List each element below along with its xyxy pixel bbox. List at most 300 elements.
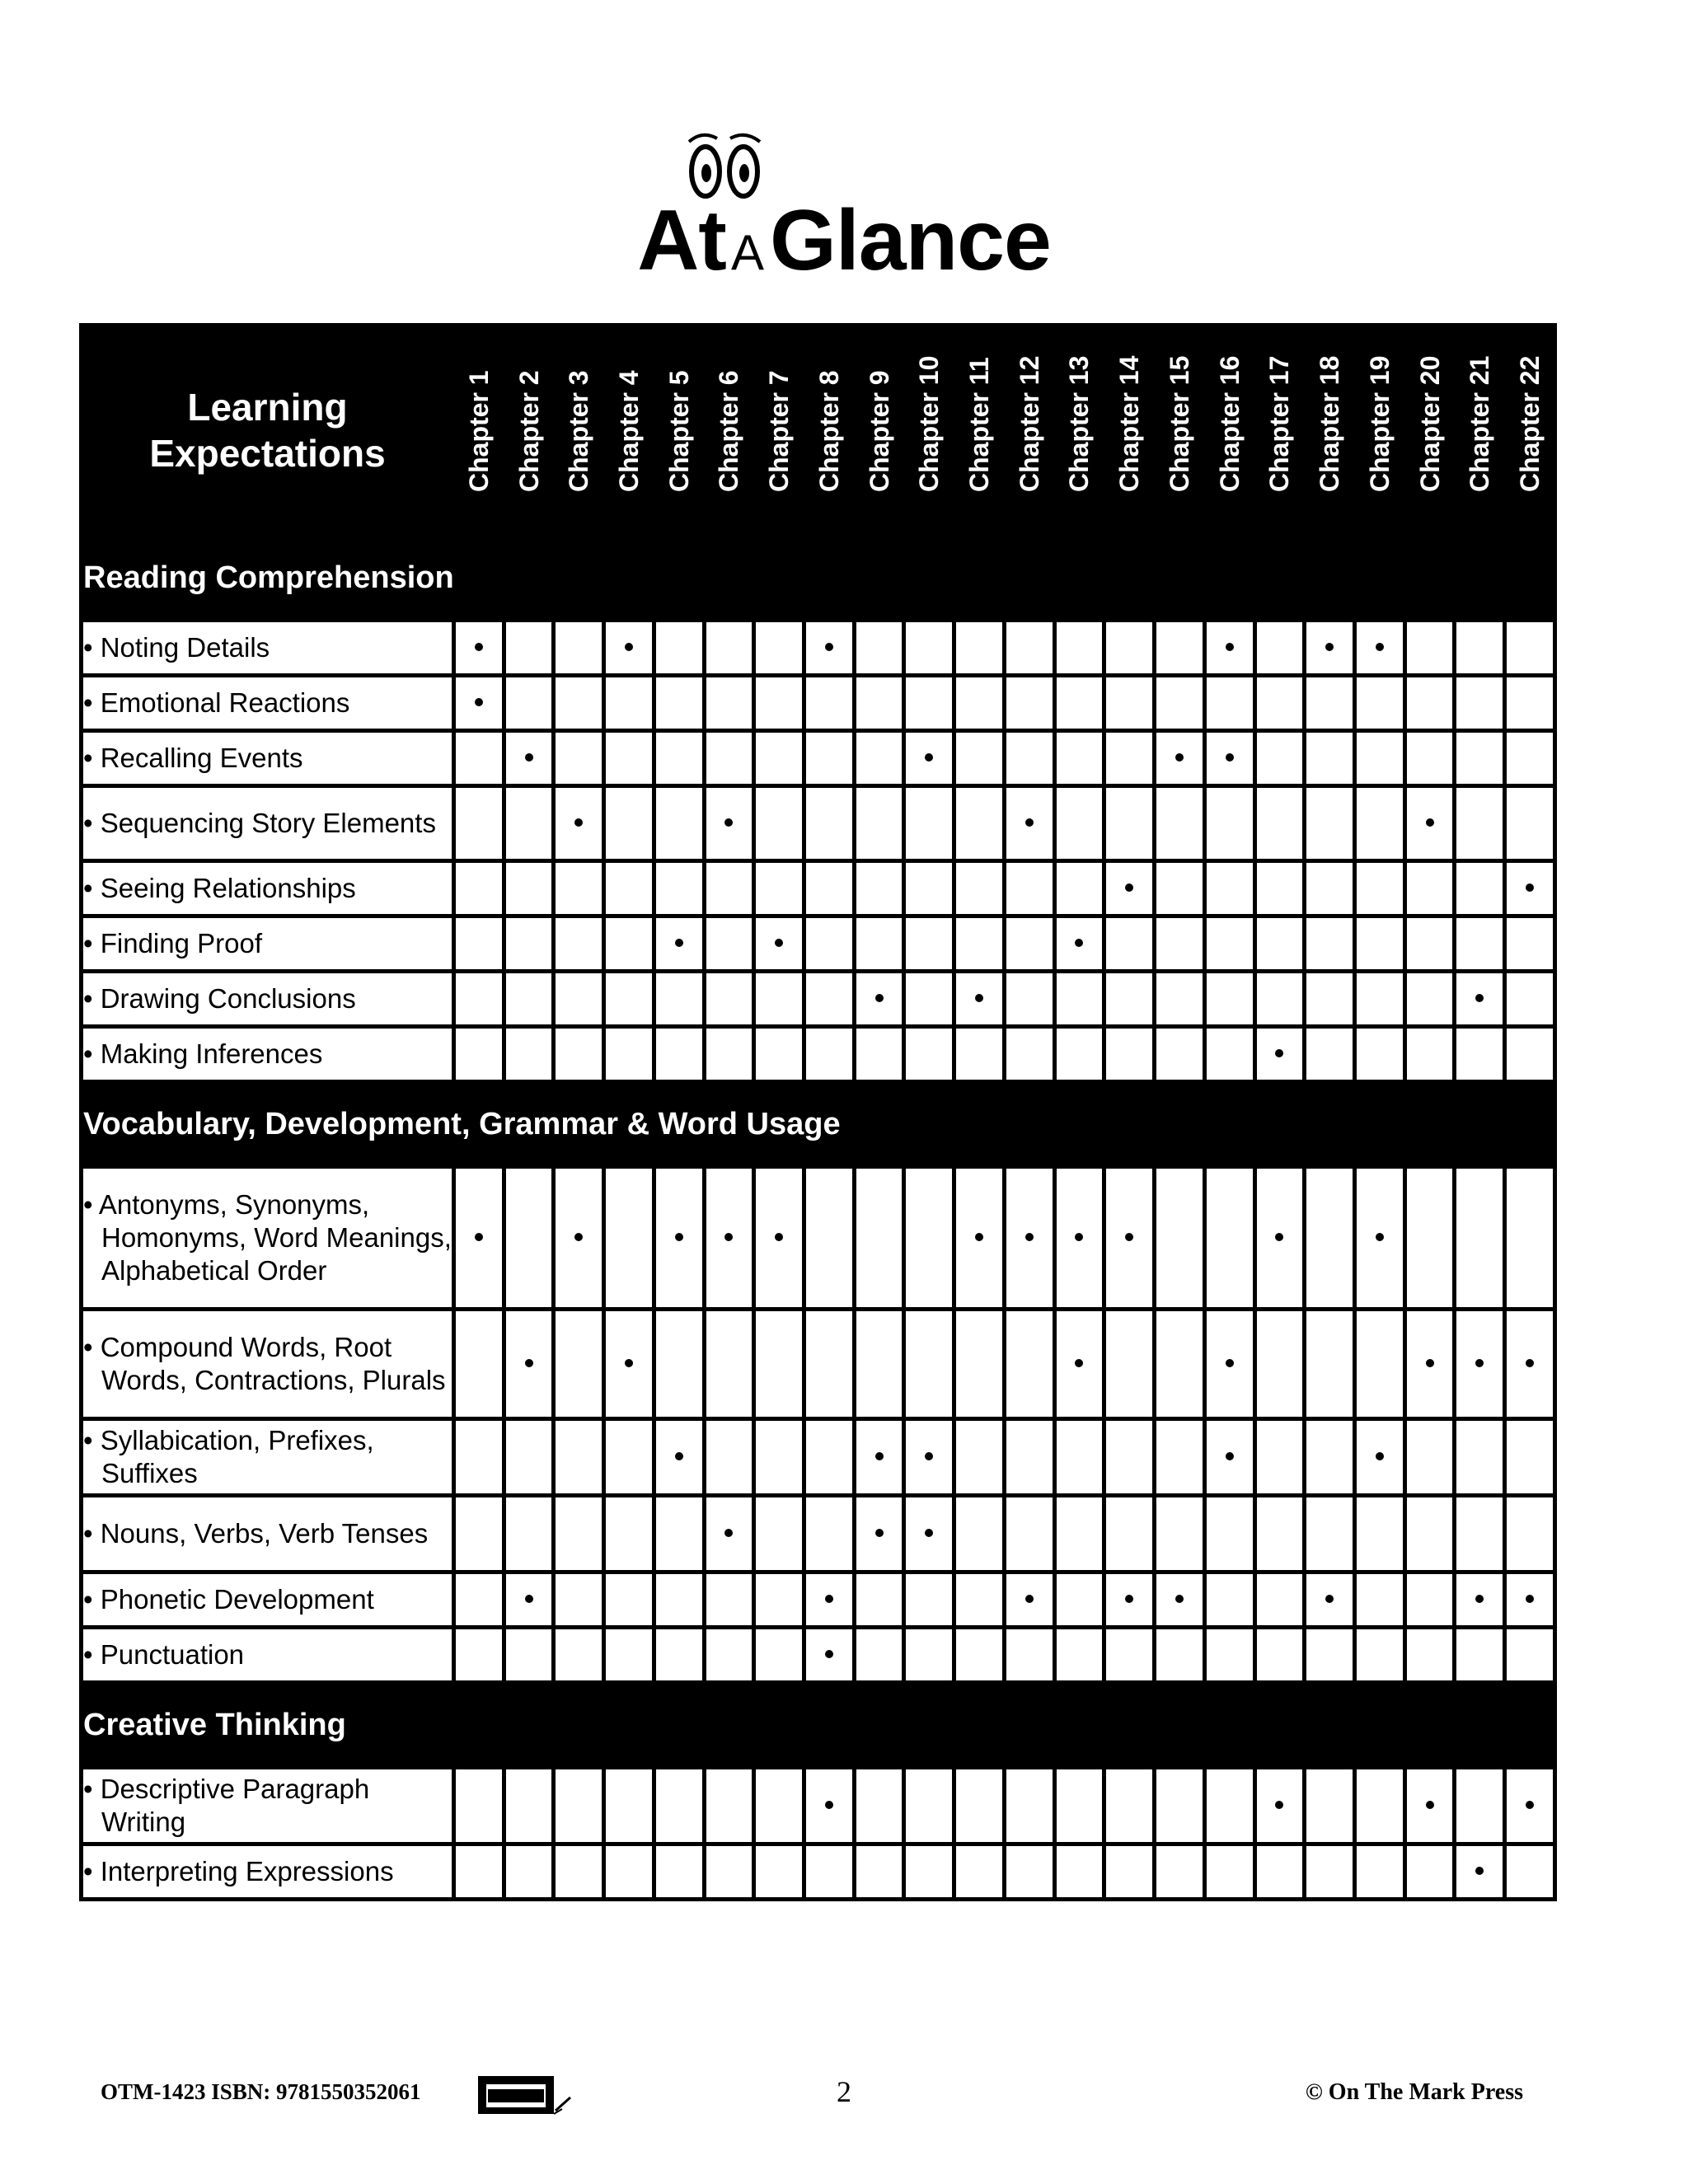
- chapter-cell: [1455, 1768, 1505, 1844]
- chapter-cell: [954, 731, 1005, 786]
- chapter-cell: [504, 1027, 554, 1082]
- chapter-cell: [1254, 731, 1305, 786]
- chapter-cell: [1155, 621, 1205, 676]
- chapter-cell: [1305, 1027, 1355, 1082]
- expectation-label: [82, 786, 454, 861]
- expectation-label-text: • Syllabication, Prefixes, Suffixes: [83, 1425, 374, 1488]
- chapter-cell: [904, 916, 954, 972]
- chapter-cell: [554, 621, 604, 676]
- chapter-cell: [704, 1167, 754, 1310]
- chapter-cell: [1054, 1496, 1104, 1572]
- chapter-cell: [1204, 1628, 1254, 1683]
- chapter-cell: [1254, 1496, 1305, 1572]
- chapter-cell: [554, 1496, 604, 1572]
- chapter-cell: [1305, 731, 1355, 786]
- chapter-cell: [454, 1167, 504, 1310]
- chapter-cell: [1004, 676, 1054, 731]
- chapter-cell: [1505, 1310, 1555, 1419]
- check-dot: [875, 994, 884, 1002]
- chapter-cell: [704, 1027, 754, 1082]
- chapter-cell: [504, 1419, 554, 1496]
- chapter-cell: [1204, 1419, 1254, 1496]
- chapter-cell: [804, 1628, 855, 1683]
- table-header-row: [82, 326, 1555, 536]
- chapter-cell: [1455, 1572, 1505, 1628]
- chapter-cell: [1505, 1167, 1555, 1310]
- title-word-at: At: [637, 193, 726, 288]
- chapter-cell: [1254, 621, 1305, 676]
- chapter-cell: [804, 1768, 855, 1844]
- chapter-cell: [554, 1027, 604, 1082]
- chapter-cell: [754, 1844, 804, 1900]
- chapter-cell: [1004, 861, 1054, 916]
- chapter-header-6: [704, 326, 754, 536]
- check-dot: [1175, 1595, 1184, 1603]
- expectation-label: [82, 972, 454, 1027]
- check-dot: [975, 994, 983, 1002]
- chapter-cell: [1354, 786, 1404, 861]
- chapter-cell: [1505, 1572, 1555, 1628]
- chapter-cell: [1004, 621, 1054, 676]
- check-dot: [1526, 1801, 1534, 1809]
- check-dot: [675, 1233, 683, 1241]
- expectation-label: [82, 1768, 454, 1844]
- chapter-cell: [904, 1768, 954, 1844]
- chapter-cell: [904, 972, 954, 1027]
- chapter-cell: [854, 1572, 904, 1628]
- chapter-cell: [1305, 1496, 1355, 1572]
- chapter-cell: [1305, 1572, 1355, 1628]
- table-row: [82, 731, 1555, 786]
- chapter-cell: [604, 861, 654, 916]
- chapter-cell: [1305, 972, 1355, 1027]
- chapter-cell: [504, 621, 554, 676]
- chapter-cell: [504, 916, 554, 972]
- chapter-cell: [654, 1572, 704, 1628]
- chapter-cell: [1004, 1572, 1054, 1628]
- chapter-cell: [804, 1310, 855, 1419]
- chapter-label: Chapter 22: [1514, 355, 1545, 492]
- chapter-cell: [1155, 972, 1205, 1027]
- chapter-cell: [554, 1572, 604, 1628]
- chapter-cell: [1104, 1310, 1155, 1419]
- chapter-cell: [604, 1027, 654, 1082]
- chapter-cell: [454, 731, 504, 786]
- chapter-cell: [1104, 676, 1155, 731]
- section-title: Vocabulary, Development, Grammar & Word Usage: [82, 1082, 1555, 1167]
- chapter-cell: [554, 786, 604, 861]
- expectation-label-text: • Sequencing Story Elements: [83, 808, 436, 838]
- check-dot: [525, 1595, 533, 1603]
- chapter-label: Chapter 20: [1414, 355, 1445, 492]
- chapter-cell: [1104, 1628, 1155, 1683]
- chapter-label: Chapter 10: [914, 355, 945, 492]
- check-dot: [1275, 1801, 1283, 1809]
- chapter-header-13: [1054, 326, 1104, 536]
- chapter-cell: [1054, 1572, 1104, 1628]
- chapter-cell: [1054, 1310, 1104, 1419]
- chapter-cell: [754, 1496, 804, 1572]
- chapter-header-1: [454, 326, 504, 536]
- expectation-label: [82, 676, 454, 731]
- chapter-cell: [954, 861, 1005, 916]
- chapter-cell: [1305, 861, 1355, 916]
- chapter-cell: [454, 1572, 504, 1628]
- chapter-cell: [904, 861, 954, 916]
- table-row: [82, 1167, 1555, 1310]
- chapter-cell: [454, 1768, 504, 1844]
- chapter-cell: [1305, 1310, 1355, 1419]
- chapter-label: Chapter 19: [1364, 355, 1395, 492]
- check-dot: [1025, 818, 1034, 827]
- chapter-cell: [954, 1844, 1005, 1900]
- expectation-label: [82, 1027, 454, 1082]
- chapter-cell: [754, 1419, 804, 1496]
- chapter-cell: [1254, 1628, 1305, 1683]
- expectation-label: [82, 861, 454, 916]
- chapter-header-7: [754, 326, 804, 536]
- chapter-cell: [804, 1496, 855, 1572]
- chapter-header-9: [854, 326, 904, 536]
- chapter-header-22: [1505, 326, 1555, 536]
- chapter-cell: [1455, 1844, 1505, 1900]
- chapter-label: Chapter 7: [764, 370, 795, 492]
- chapter-cell: [1254, 676, 1305, 731]
- chapter-cell: [1455, 861, 1505, 916]
- page-number: 2: [837, 2075, 851, 2108]
- chapter-cell: [1054, 731, 1104, 786]
- chapter-cell: [704, 1768, 754, 1844]
- chapter-cell: [654, 1768, 704, 1844]
- chapter-cell: [1305, 676, 1355, 731]
- chapter-cell: [1004, 972, 1054, 1027]
- chapter-cell: [604, 916, 654, 972]
- check-dot: [1226, 753, 1234, 762]
- chapter-cell: [1204, 731, 1254, 786]
- chapter-cell: [454, 1628, 504, 1683]
- chapter-cell: [1054, 621, 1104, 676]
- chapter-cell: [1305, 916, 1355, 972]
- chapter-cell: [1104, 786, 1155, 861]
- expectation-label-text: • Antonyms, Synonyms, Homonyms, Word Meanings, Alphabetical Order: [83, 1189, 452, 1286]
- chapter-cell: [854, 861, 904, 916]
- chapter-cell: [854, 1628, 904, 1683]
- chapter-cell: [754, 621, 804, 676]
- chapter-cell: [904, 1844, 954, 1900]
- chapter-cell: [804, 731, 855, 786]
- check-dot: [1275, 1049, 1283, 1057]
- chapter-cell: [954, 1167, 1005, 1310]
- chapter-cell: [1305, 1628, 1355, 1683]
- chapter-label: Chapter 11: [964, 357, 995, 492]
- chapter-cell: [1254, 1027, 1305, 1082]
- section-header-row: [82, 1082, 1555, 1167]
- chapter-cell: [1155, 1167, 1205, 1310]
- chapter-header-21: [1455, 326, 1505, 536]
- chapter-cell: [654, 786, 704, 861]
- chapter-cell: [604, 972, 654, 1027]
- check-dot: [1175, 753, 1184, 762]
- chapter-cell: [504, 861, 554, 916]
- chapter-cell: [1004, 1167, 1054, 1310]
- chapter-header-17: [1254, 326, 1305, 536]
- chapter-cell: [554, 916, 604, 972]
- table-row: [82, 861, 1555, 916]
- chapter-cell: [1505, 1027, 1555, 1082]
- chapter-cell: [654, 1496, 704, 1572]
- check-dot: [1426, 818, 1434, 827]
- check-dot: [1426, 1801, 1434, 1809]
- check-dot: [1025, 1233, 1034, 1241]
- check-dot: [1325, 1595, 1334, 1603]
- chapter-cell: [654, 861, 704, 916]
- chapter-cell: [954, 621, 1005, 676]
- chapter-cell: [904, 731, 954, 786]
- chapter-cell: [1455, 1027, 1505, 1082]
- chapter-cell: [1354, 1027, 1404, 1082]
- check-dot: [574, 1233, 583, 1241]
- chapter-cell: [1455, 916, 1505, 972]
- header-line-2: Expectations: [149, 432, 386, 475]
- chapter-cell: [504, 1628, 554, 1683]
- table-row: [82, 786, 1555, 861]
- expectation-label: [82, 1310, 454, 1419]
- chapter-cell: [904, 676, 954, 731]
- chapter-cell: [1404, 1167, 1455, 1310]
- check-dot: [724, 1529, 733, 1537]
- check-dot: [825, 1801, 833, 1809]
- chapter-cell: [1354, 1419, 1404, 1496]
- chapter-cell: [954, 916, 1005, 972]
- chapter-cell: [1505, 786, 1555, 861]
- expectation-label-text: • Finding Proof: [83, 928, 262, 958]
- chapter-cell: [1004, 1628, 1054, 1683]
- chapter-cell: [1004, 1496, 1054, 1572]
- expectation-label: [82, 1844, 454, 1900]
- chapter-label: Chapter 15: [1164, 355, 1194, 492]
- chapter-cell: [1054, 972, 1104, 1027]
- expectations-table: [79, 323, 1553, 1886]
- chapter-cell: [1254, 916, 1305, 972]
- table-row: [82, 916, 1555, 972]
- chapter-cell: [1404, 1419, 1455, 1496]
- table-row: [82, 676, 1555, 731]
- chapter-cell: [1455, 1167, 1505, 1310]
- chapter-cell: [904, 1496, 954, 1572]
- chapter-cell: [1505, 1768, 1555, 1844]
- check-dot: [975, 1233, 983, 1241]
- chapter-cell: [1104, 1844, 1155, 1900]
- chapter-cell: [1455, 1419, 1505, 1496]
- chapter-cell: [604, 1628, 654, 1683]
- chapter-cell: [1354, 1768, 1404, 1844]
- chapter-header-18: [1305, 326, 1355, 536]
- chapter-cell: [604, 1496, 654, 1572]
- table-row: [82, 1628, 1555, 1683]
- check-dot: [1526, 1595, 1534, 1603]
- chapter-cell: [704, 1496, 754, 1572]
- chapter-cell: [454, 1844, 504, 1900]
- chapter-cell: [804, 1844, 855, 1900]
- chapter-cell: [1455, 1310, 1505, 1419]
- chapter-cell: [1104, 731, 1155, 786]
- check-dot: [1125, 883, 1133, 892]
- chapter-cell: [1054, 1167, 1104, 1310]
- chapter-cell: [754, 731, 804, 786]
- chapter-cell: [1054, 786, 1104, 861]
- chapter-cell: [604, 731, 654, 786]
- chapter-cell: [904, 1027, 954, 1082]
- chapter-cell: [1505, 731, 1555, 786]
- chapter-cell: [904, 1310, 954, 1419]
- expectation-label-text: • Seeing Relationships: [83, 873, 356, 903]
- check-dot: [925, 1529, 933, 1537]
- chapter-cell: [1254, 786, 1305, 861]
- section-header-row: [82, 1683, 1555, 1768]
- chapter-cell: [1204, 1496, 1254, 1572]
- check-dot: [1226, 1359, 1234, 1367]
- chapter-cell: [1505, 676, 1555, 731]
- chapter-cell: [954, 676, 1005, 731]
- chapter-label: Chapter 13: [1064, 355, 1095, 492]
- chapter-cell: [804, 1167, 855, 1310]
- chapter-cell: [1354, 1310, 1404, 1419]
- chapter-cell: [904, 621, 954, 676]
- chapter-cell: [1104, 1768, 1155, 1844]
- expectation-label-text: • Compound Words, Root Words, Contractions, Plurals: [83, 1332, 446, 1395]
- chapter-cell: [704, 1844, 754, 1900]
- check-dot: [825, 1595, 833, 1603]
- chapter-cell: [1254, 972, 1305, 1027]
- chapter-cell: [604, 1419, 654, 1496]
- check-dot: [1475, 1595, 1484, 1603]
- chapter-cell: [904, 1572, 954, 1628]
- chapter-label: Chapter 3: [564, 370, 594, 492]
- learning-expectations-header: [82, 326, 454, 536]
- chapter-cell: [1155, 916, 1205, 972]
- chapter-cell: [1004, 1027, 1054, 1082]
- expectation-label: [82, 731, 454, 786]
- chapter-cell: [1104, 1496, 1155, 1572]
- chapter-header-15: [1155, 326, 1205, 536]
- chapter-cell: [704, 731, 754, 786]
- chapter-cell: [1305, 1844, 1355, 1900]
- check-dot: [775, 939, 783, 947]
- chapter-cell: [654, 1027, 704, 1082]
- chapter-cell: [1505, 861, 1555, 916]
- chapter-cell: [854, 1027, 904, 1082]
- check-dot: [625, 1359, 633, 1367]
- chapter-cell: [1204, 786, 1254, 861]
- chapter-cell: [1104, 861, 1155, 916]
- check-dot: [475, 643, 483, 651]
- chapter-cell: [454, 1310, 504, 1419]
- chapter-cell: [454, 676, 504, 731]
- expectation-label: [82, 1572, 454, 1628]
- expectation-label-text: • Noting Details: [83, 632, 270, 663]
- chapter-cell: [654, 676, 704, 731]
- chapter-cell: [1155, 1496, 1205, 1572]
- chapter-cell: [654, 916, 704, 972]
- chapter-cell: [1354, 1496, 1404, 1572]
- check-dot: [625, 643, 633, 651]
- chapter-header-19: [1354, 326, 1404, 536]
- check-dot: [675, 1452, 683, 1460]
- chapter-header-8: [804, 326, 855, 536]
- chapter-cell: [1404, 731, 1455, 786]
- chapter-cell: [654, 1844, 704, 1900]
- chapter-cell: [604, 1768, 654, 1844]
- chapter-cell: [1054, 1419, 1104, 1496]
- chapter-cell: [954, 1027, 1005, 1082]
- check-dot: [1475, 994, 1484, 1002]
- chapter-cell: [504, 1844, 554, 1900]
- check-dot: [1275, 1233, 1283, 1241]
- chapter-cell: [604, 786, 654, 861]
- chapter-cell: [1354, 1844, 1404, 1900]
- check-dot: [1075, 1233, 1083, 1241]
- chapter-cell: [454, 1496, 504, 1572]
- chapter-cell: [1254, 1768, 1305, 1844]
- chapter-cell: [1155, 1027, 1205, 1082]
- chapter-cell: [804, 786, 855, 861]
- check-dot: [1226, 1452, 1234, 1460]
- chapter-cell: [554, 676, 604, 731]
- chapter-cell: [1204, 861, 1254, 916]
- expectation-label: [82, 621, 454, 676]
- chapter-cell: [504, 786, 554, 861]
- chapter-cell: [554, 1844, 604, 1900]
- chapter-cell: [1004, 1419, 1054, 1496]
- chapter-cell: [1354, 972, 1404, 1027]
- chapter-cell: [604, 676, 654, 731]
- chapter-cell: [854, 916, 904, 972]
- chapter-cell: [654, 972, 704, 1027]
- check-dot: [1526, 1359, 1534, 1367]
- chapter-cell: [454, 861, 504, 916]
- chapter-cell: [754, 786, 804, 861]
- chapter-cell: [1354, 1167, 1404, 1310]
- chapter-cell: [854, 1768, 904, 1844]
- check-dot: [1125, 1233, 1133, 1241]
- chapter-cell: [1004, 731, 1054, 786]
- chapter-cell: [1204, 1310, 1254, 1419]
- chapter-cell: [1104, 1027, 1155, 1082]
- chapter-cell: [804, 621, 855, 676]
- chapter-cell: [1505, 1496, 1555, 1572]
- chapter-cell: [704, 1628, 754, 1683]
- expectation-label-text: • Recalling Events: [83, 743, 303, 773]
- chapter-cell: [1155, 1310, 1205, 1419]
- expectation-label-text: • Nouns, Verbs, Verb Tenses: [83, 1518, 429, 1549]
- chapter-cell: [804, 861, 855, 916]
- chapter-cell: [1404, 1027, 1455, 1082]
- chapter-cell: [704, 621, 754, 676]
- check-dot: [875, 1529, 884, 1537]
- chapter-cell: [954, 1419, 1005, 1496]
- chapter-header-2: [504, 326, 554, 536]
- table-row: [82, 1572, 1555, 1628]
- chapter-cell: [1404, 621, 1455, 676]
- table-row: [82, 1844, 1555, 1900]
- chapter-cell: [854, 676, 904, 731]
- chapter-cell: [1305, 1167, 1355, 1310]
- chapter-cell: [1155, 786, 1205, 861]
- chapter-cell: [1254, 1310, 1305, 1419]
- chapter-cell: [954, 1572, 1005, 1628]
- page-footer: [0, 2073, 1688, 2122]
- chapter-label: Chapter 1: [463, 370, 494, 492]
